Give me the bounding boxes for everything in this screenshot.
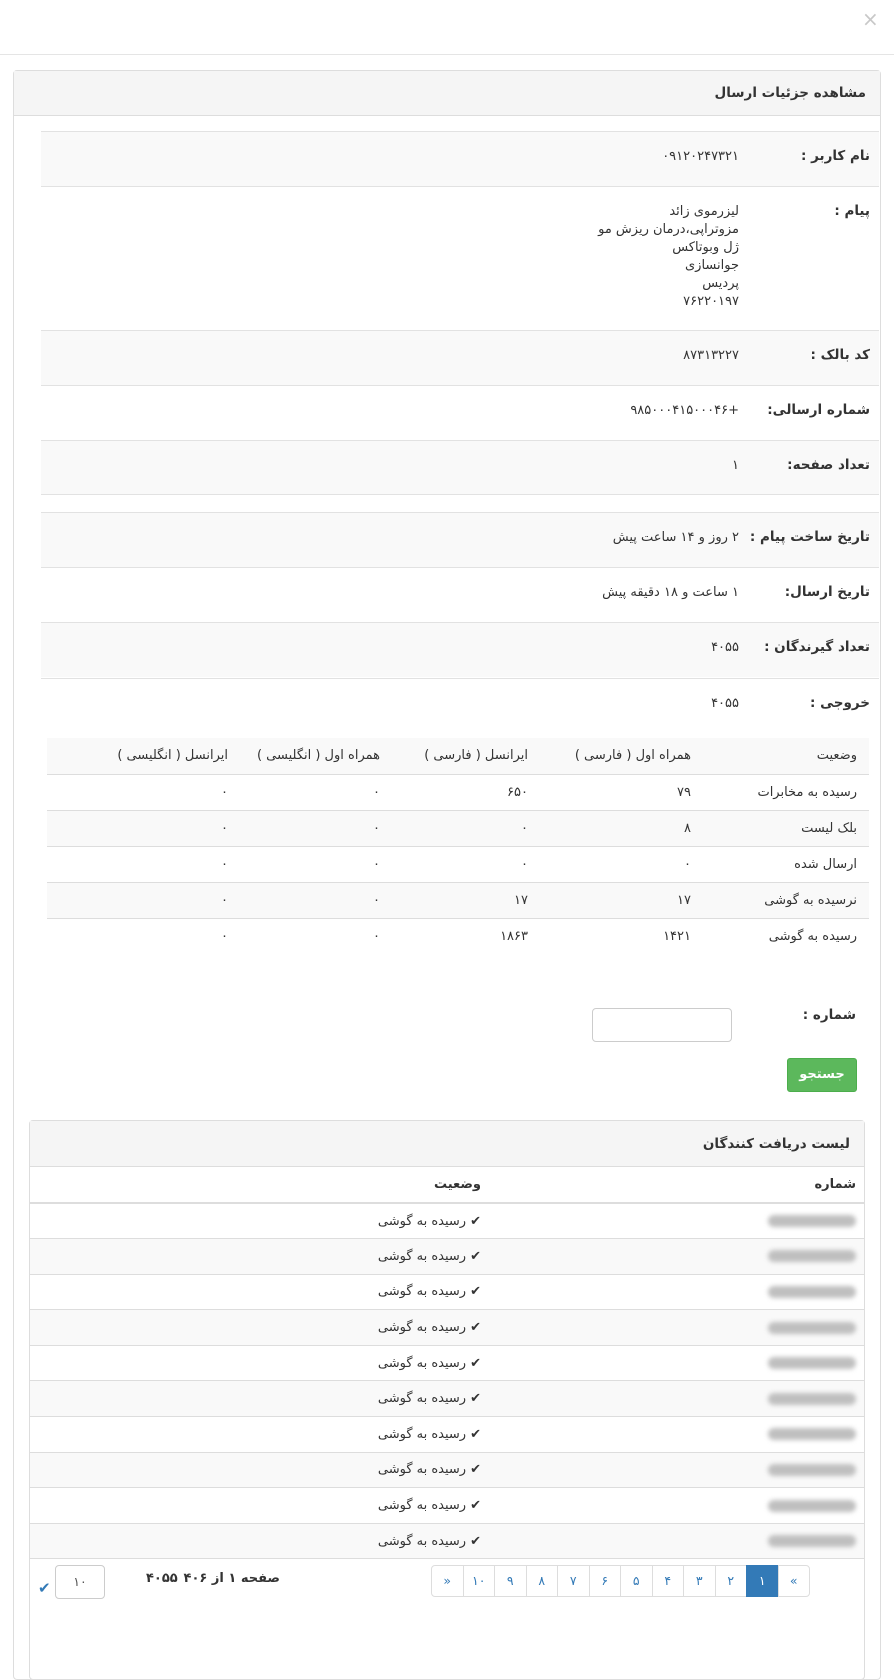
- detail-label: تعداد صفحه:: [787, 457, 870, 473]
- detail-value-line: لیزرموی زائد: [669, 204, 739, 219]
- recipient-status: [30, 1488, 489, 1524]
- detail-row: [41, 385, 879, 440]
- stats-row: [47, 774, 869, 810]
- stats-cell: ۰: [47, 918, 240, 954]
- stats-cell: ۰: [47, 774, 240, 810]
- page-link[interactable]: ۷: [557, 1565, 590, 1597]
- detail-value-line: +۹۸۵۰۰۰۴۱۵۰۰۰۴۶: [630, 403, 739, 418]
- recipients-panel: [29, 1120, 865, 1680]
- table-row: [30, 1239, 864, 1275]
- stats-cell: ۰: [240, 882, 392, 918]
- check-icon: ✔: [470, 1213, 481, 1229]
- detail-value-line: ۱ ساعت و ۱۸ دقیقه پیش: [602, 585, 739, 600]
- detail-value-line: ۰۹۱۲۰۲۴۷۳۲۱: [662, 149, 739, 164]
- recipient-number: [489, 1274, 864, 1310]
- status-text: رسیده به گوشی: [377, 1248, 467, 1264]
- page-info-text: صفحه ۱ از ۴۰۶: [183, 1571, 280, 1586]
- recipient-number: [489, 1417, 864, 1453]
- recipients-table: [30, 1167, 864, 1559]
- modal-header: [0, 0, 894, 55]
- recipient-status: [30, 1274, 489, 1310]
- detail-value-line: جوانسازی: [685, 258, 739, 273]
- recipient-status: [30, 1203, 489, 1239]
- detail-label: تعداد گیرندگان :: [764, 639, 870, 655]
- table-row: [30, 1381, 864, 1417]
- stats-header: وضعیت: [703, 738, 869, 774]
- recipient-number: [489, 1452, 864, 1488]
- detail-label: تاریخ ارسال:: [784, 584, 870, 600]
- detail-value-line: ۸۷۳۱۳۲۲۷: [683, 348, 739, 363]
- detail-value: [41, 386, 739, 440]
- pagination: [432, 1565, 810, 1597]
- status-text: رسیده به گوشی: [377, 1355, 467, 1371]
- recipient-status: [30, 1381, 489, 1417]
- status-text: رسیده به گوشی: [377, 1391, 467, 1407]
- search-label: شماره :: [802, 1007, 856, 1023]
- status-text: رسیده به گوشی: [377, 1533, 467, 1549]
- status-text: رسیده به گوشی: [377, 1213, 467, 1229]
- recipient-status: [30, 1452, 489, 1488]
- status-text: رسیده به گوشی: [377, 1498, 467, 1514]
- detail-value: [41, 623, 739, 677]
- stats-row: [47, 846, 869, 882]
- detail-label: شماره ارسالی:: [767, 402, 870, 418]
- page-link[interactable]: ۳: [683, 1565, 716, 1597]
- stats-cell: ۱۷: [392, 882, 540, 918]
- table-row: [30, 1345, 864, 1381]
- stats-cell: ۰: [240, 846, 392, 882]
- search-button[interactable]: جستجو: [787, 1058, 857, 1092]
- blurred-number: [768, 1393, 856, 1405]
- recipient-status: [30, 1239, 489, 1275]
- detail-row: [41, 186, 879, 330]
- stats-cell: ۰: [47, 846, 240, 882]
- check-icon: ✔: [470, 1391, 481, 1407]
- stats-cell: ۰: [240, 810, 392, 846]
- check-icon: ✔: [470, 1284, 481, 1300]
- recipient-status: [30, 1310, 489, 1346]
- per-page-input[interactable]: ۱۰: [55, 1565, 105, 1599]
- blurred-number: [768, 1464, 856, 1476]
- blurred-number: [768, 1250, 856, 1262]
- check-icon: ✔: [470, 1320, 481, 1336]
- stats-row: [47, 918, 869, 954]
- col-status-header: وضعیت: [30, 1167, 489, 1203]
- detail-value: [41, 331, 739, 385]
- page-link[interactable]: ۶: [589, 1565, 622, 1597]
- blurred-number: [768, 1322, 856, 1334]
- check-icon: ✔: [470, 1533, 481, 1549]
- stats-cell: ۰: [240, 918, 392, 954]
- stats-cell: ۱۴۲۱: [540, 918, 703, 954]
- table-row: [30, 1452, 864, 1488]
- check-icon: ✔: [470, 1426, 481, 1442]
- detail-label: کد بالک :: [810, 347, 870, 363]
- page-prev[interactable]: «: [778, 1565, 811, 1597]
- detail-row: [41, 131, 879, 186]
- detail-value: [41, 187, 739, 330]
- detail-row: [41, 330, 879, 385]
- detail-label: نام کاربر :: [801, 148, 870, 164]
- recipient-status: [30, 1345, 489, 1381]
- detail-value-line: ۴۰۵۵: [711, 640, 739, 655]
- blurred-number: [768, 1500, 856, 1512]
- stats-cell: ۰: [392, 846, 540, 882]
- check-icon[interactable]: ✔: [38, 1579, 51, 1597]
- detail-value: [41, 441, 739, 494]
- detail-value-line: مزوتراپی،درمان ریزش مو: [598, 222, 739, 237]
- stats-header: همراه اول ( فارسی ): [540, 738, 703, 774]
- stats-cell: ارسال شده: [703, 846, 869, 882]
- status-text: رسیده به گوشی: [377, 1284, 467, 1300]
- stats-cell: ۶۵۰: [392, 774, 540, 810]
- stats-cell: ۰: [47, 810, 240, 846]
- page-link[interactable]: ۱۰: [463, 1565, 496, 1597]
- stats-cell: ۱۷: [540, 882, 703, 918]
- detail-label: پیام :: [834, 203, 870, 219]
- recipient-number: [489, 1488, 864, 1524]
- page-link[interactable]: ۸: [526, 1565, 559, 1597]
- stats-cell: ۱۸۶۳: [392, 918, 540, 954]
- close-icon[interactable]: ×: [862, 7, 879, 31]
- detail-label: تاریخ ساخت پیام :: [749, 529, 870, 545]
- panel-title: مشاهده جزئیات ارسال: [14, 71, 880, 116]
- stats-cell: ۰: [240, 774, 392, 810]
- blurred-number: [768, 1215, 856, 1227]
- stats-cell: رسیده به مخابرات: [703, 774, 869, 810]
- table-row: [30, 1274, 864, 1310]
- stats-cell: ۸: [540, 810, 703, 846]
- total-count: ۴۰۵۵: [146, 1571, 178, 1586]
- table-row: [30, 1417, 864, 1453]
- detail-value-line: ۱: [732, 458, 739, 473]
- col-number-header: شماره: [489, 1167, 864, 1203]
- detail-value: [41, 568, 739, 622]
- stats-row: [47, 810, 869, 846]
- detail-value: [41, 679, 739, 733]
- blurred-number: [768, 1535, 856, 1547]
- page-link[interactable]: ۹: [494, 1565, 527, 1597]
- detail-value-line: ژل وبوتاکس: [672, 240, 739, 255]
- check-icon: ✔: [470, 1498, 481, 1514]
- blurred-number: [768, 1428, 856, 1440]
- stats-cell: ۰: [540, 846, 703, 882]
- recipient-number: [489, 1345, 864, 1381]
- pager: [30, 1551, 864, 1611]
- recipient-number: [489, 1203, 864, 1239]
- stats-header: همراه اول ( انگلیسی ): [240, 738, 392, 774]
- detail-value-line: ۷۶۲۲۰۱۹۷: [683, 294, 739, 309]
- stats-cell: بلک لیست: [703, 810, 869, 846]
- page-link[interactable]: ۴: [652, 1565, 685, 1597]
- detail-value-line: ۲ روز و ۱۴ ساعت پیش: [612, 530, 739, 545]
- stats-header: ایرانسل ( انگلیسی ): [47, 738, 240, 774]
- stats-cell: نرسیده به گوشی: [703, 882, 869, 918]
- recipient-number: [489, 1239, 864, 1275]
- table-row: [30, 1310, 864, 1346]
- recipient-status: [30, 1417, 489, 1453]
- detail-value: [41, 513, 739, 567]
- check-icon: ✔: [470, 1355, 481, 1371]
- blurred-number: [768, 1357, 856, 1369]
- recipients-title: لیست دریافت کنندگان: [30, 1121, 864, 1167]
- status-text: رسیده به گوشی: [377, 1462, 467, 1478]
- number-search-input[interactable]: [592, 1008, 732, 1042]
- detail-value-line: ۴۰۵۵: [711, 696, 739, 711]
- stats-header-row: [47, 738, 869, 774]
- detail-row: [41, 622, 879, 677]
- detail-row: [41, 512, 879, 567]
- recipient-number: [489, 1381, 864, 1417]
- table-row: [30, 1488, 864, 1524]
- stats-cell: ۷۹: [540, 774, 703, 810]
- stats-table: [47, 738, 869, 954]
- detail-row: [41, 440, 879, 495]
- detail-value-line: پردیس: [702, 276, 739, 291]
- stats-header: ایرانسل ( فارسی ): [392, 738, 540, 774]
- status-text: رسیده به گوشی: [377, 1426, 467, 1442]
- blurred-number: [768, 1286, 856, 1298]
- recipient-number: [489, 1310, 864, 1346]
- table-row: [30, 1203, 864, 1239]
- detail-row: [41, 678, 879, 733]
- status-text: رسیده به گوشی: [377, 1320, 467, 1336]
- detail-value: [41, 132, 739, 186]
- check-icon: ✔: [470, 1248, 481, 1264]
- page-link[interactable]: ۵: [620, 1565, 653, 1597]
- stats-cell: ۰: [47, 882, 240, 918]
- page-link[interactable]: ۱: [746, 1565, 779, 1597]
- stats-cell: ۰: [392, 810, 540, 846]
- page-next[interactable]: »: [431, 1565, 464, 1597]
- check-icon: ✔: [470, 1462, 481, 1478]
- stats-cell: رسیده به گوشی: [703, 918, 869, 954]
- detail-label: خروجی :: [809, 695, 870, 711]
- stats-row: [47, 882, 869, 918]
- detail-row: [41, 567, 879, 622]
- page-link[interactable]: ۲: [715, 1565, 748, 1597]
